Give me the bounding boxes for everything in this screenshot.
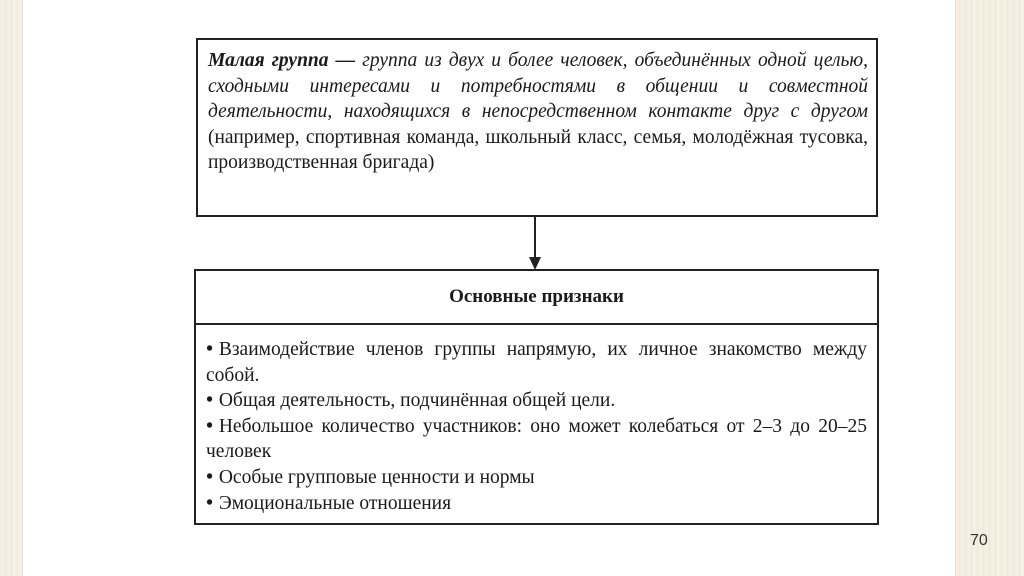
features-list	[196, 325, 877, 516]
left-background-strip	[0, 0, 22, 576]
list-item-text: Эмоциональные отношения	[218, 492, 452, 514]
definition-box	[196, 38, 878, 217]
slide	[22, 0, 956, 576]
right-background-strip	[954, 0, 1024, 576]
features-box	[194, 269, 879, 525]
bullet-icon: •	[206, 390, 213, 412]
definition-examples: (например, спортивная команда, школьный класс, семья, молодёжная тусовка, производственная бригада)	[208, 126, 868, 174]
list-item-text: Взаимодействие членов группы напрямую, их личное знакомство между собой.	[206, 339, 867, 386]
bullet-icon: •	[206, 415, 213, 437]
list-item	[206, 465, 867, 491]
features-header: Основные признаки	[196, 271, 877, 325]
definition-italic-text: группа из двух и более человек, объединённых одной целью, сходными интересами и потребностями в общении и совместной деятельности, находящихся в непосредственном контакте друг с другом	[208, 50, 868, 123]
bullet-icon: •	[206, 339, 213, 360]
down-arrow	[523, 217, 547, 271]
page-number: 70	[970, 532, 988, 549]
list-item	[206, 491, 867, 517]
list-item-text: Особые групповые ценности и нормы	[218, 466, 535, 488]
bullet-icon: •	[206, 492, 213, 514]
list-item	[206, 337, 867, 388]
list-item-text: Небольшое количество участников: оно может колебаться от 2–3 до 20–25 человек	[206, 415, 867, 463]
list-item	[206, 388, 867, 414]
bullet-icon: •	[206, 466, 213, 488]
definition-term: Малая группа —	[208, 50, 356, 71]
list-item	[206, 414, 867, 465]
list-item-text: Общая деятельность, подчинённая общей цели.	[218, 390, 616, 412]
